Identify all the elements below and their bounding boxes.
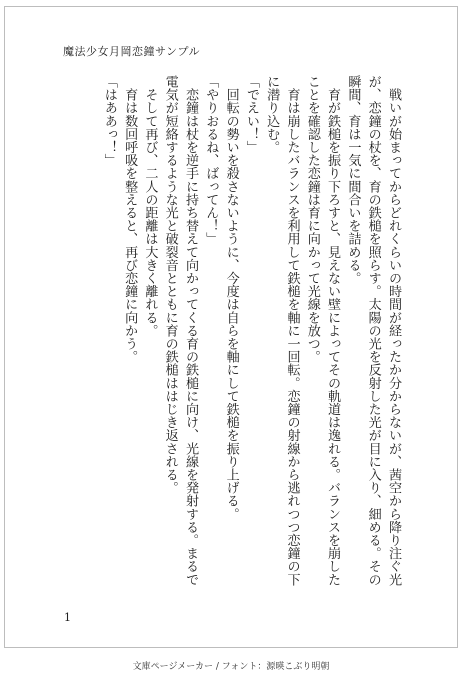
dialogue-line: 「でえい！」 [243, 75, 259, 154]
paragraph: そして再び、二人の距離は大きく離れる。 [142, 75, 158, 337]
paragraph: 育は崩したバランスを利用して鉄槌を軸に一回転。恋鐘の射線から逃れつつ恋鐘の下に潜り込む。 [264, 75, 300, 586]
page-number: 1 [64, 611, 71, 624]
paragraph: 育が鉄槌を振り下ろすと、見えない壁によってその軌道は逸れる。バランスを崩したことを確認した恋鐘は育に向かって光線を放つ。 [304, 75, 341, 586]
vertical-body-text [99, 75, 403, 595]
running-title: 魔法少女月岡恋鐘サンプル [63, 45, 201, 58]
dialogue-line: 「やりおるね、ばってん！」 [203, 75, 219, 246]
paragraph: 恋鐘は杖を逆手に持ち替えて向かってくる育の鉄槌に向け、光線を発射する。まるで電気が短絡するような光と破裂音とともに育の鉄槌ははじき返される。 [162, 75, 199, 586]
dialogue-line: 「はああっ！」 [101, 75, 117, 167]
footer-credit: 文庫ページメーカー / フォント：源暎こぶり明朝 [132, 662, 330, 672]
paragraph: 育は数回呼吸を整えると、再び恋鐘に向かう。 [122, 75, 138, 364]
page-frame [4, 6, 458, 648]
paragraph: 戦いが始まってからどれくらいの時間が経ったか分からないが、茜空から降り注ぐ光が、恋鐘の杖を、育の鉄槌を照らす。太陽の光を反射した光が目に入り、細める。その瞬間、育は一気に間合いを詰める。 [345, 75, 401, 586]
paragraph: 回転の勢いを殺さないように、今度は自らを軸にして鉄槌を振り上げる。 [223, 75, 239, 521]
